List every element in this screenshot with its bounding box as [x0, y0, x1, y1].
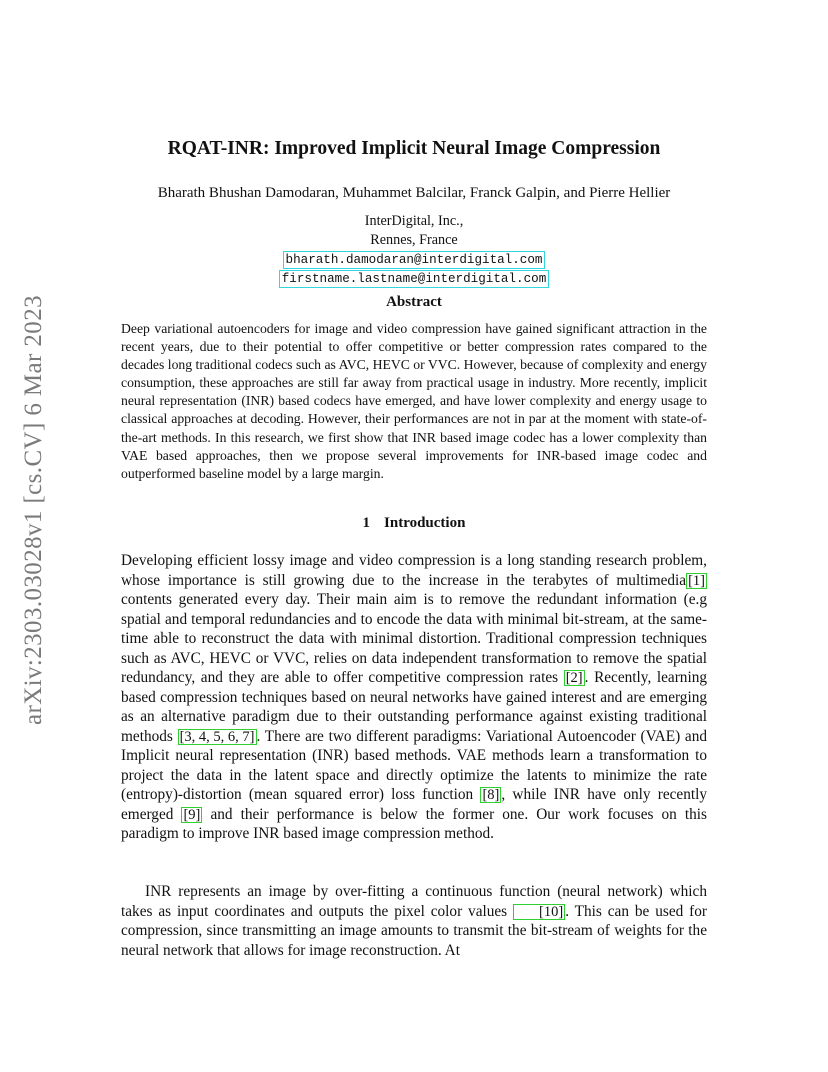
intro-p2-text-1: INR represents an image by over-fitting a continuous function (neural network) which takes as input coordinates and outputs the pixel color values	[121, 883, 707, 920]
affiliation-location: Rennes, France	[370, 232, 458, 248]
intro-p1-text-1: Developing efficient lossy image and video compression is a long standing research problem, whose importance is still growing due to the increase in the terabytes of multimedia	[121, 552, 707, 589]
affiliation-block	[0, 212, 828, 288]
section-heading-introduction	[0, 515, 828, 532]
paper-title: RQAT-INR: Improved Implicit Neural Image Compression	[167, 138, 661, 159]
abstract-text: Deep variational autoencoders for image and video compression have gained significant attraction in the recent years, due to their potential to offer competitive or better compression rates compared to the decades long traditional codecs such as AVC, HEVC or VVC. However, because of complexity and energy consumption, these approaches are still far away from practical usage in industry. More recently, implicit neural representation (INR) based codecs have emerged, and have lower complexity and energy usage to classical approaches at decoding. However, their performances are not in par at the moment with state-of-the-art methods. In this research, we first show that INR based image codec has a lower complexity than VAE based approaches, then we propose several improvements for INR-based image codec and outperformed baseline model by a large margin.	[121, 321, 707, 481]
intro-p1-text-6: and their performance is below the former one. Our work focuses on this paradigm to improve INR based image compression method.	[121, 805, 707, 842]
section-number: 1	[362, 515, 371, 531]
intro-p1-text-4: . There are two different paradigms: Variational Autoencoder (VAE) and Implicit neural representation (INR) based methods. VAE methods learn a transformation to project the data in the latent space and directly optimize the latents to minimize the rate (entropy)-distortion (mean squared error) loss function	[121, 727, 707, 803]
author-list: Bharath Bhushan Damodaran, Muhammet Balcilar, Franck Galpin, and Pierre Hellier	[157, 185, 671, 201]
citation-link[interactable]: [9]	[183, 806, 201, 823]
affiliation-org: InterDigital, Inc.,	[364, 213, 464, 229]
arxiv-identifier: arXiv:2303.03028v1 [cs.CV] 6 Mar 2023	[20, 294, 47, 726]
section-title: Introduction	[384, 515, 466, 531]
citation-link[interactable]: [3, 4, 5, 6, 7]	[179, 728, 255, 745]
citation-link[interactable]: [10]	[513, 904, 565, 920]
citation-link[interactable]: [2]	[565, 670, 583, 686]
intro-p2-text-2: . This can be used for compression, since transmitting an image amounts to transmit the bit-stream of weights for the neural network that allows for image reconstruction. At	[121, 902, 707, 959]
intro-p1-text-3: . Recently, learning based compression techniques based on neural networks have gained interest and are emerging as an alternative paradigm due to their outstanding performance against existing traditional methods	[121, 669, 708, 745]
email-link-generic[interactable]: firstname.lastname@interdigital.com	[279, 270, 550, 288]
arxiv-sidebar-stamp	[14, 290, 54, 730]
intro-paragraph-1	[121, 551, 707, 844]
intro-p1-text-5: , while INR have only recently emerged	[121, 786, 708, 823]
citation-link[interactable]: [8]	[482, 787, 500, 803]
abstract-heading: Abstract	[386, 294, 442, 310]
citation-link[interactable]: [1]	[688, 572, 705, 589]
intro-paragraph-2	[121, 882, 707, 960]
email-link-primary[interactable]: bharath.damodaran@interdigital.com	[283, 251, 546, 269]
intro-p1-text-2: contents generated every day. Their main aim is to remove the redundant information (e.g spatial and temporal redundancies and to encode the data with minimal bit-stream, at the same-time able to reconstruct the data with minimal distortion. Traditional compression techniques such as AVC, HEVC or VVC, relies on data independent transformation to remove the spatial redundancy, and they are able to offer competitive compression rates	[121, 591, 707, 686]
